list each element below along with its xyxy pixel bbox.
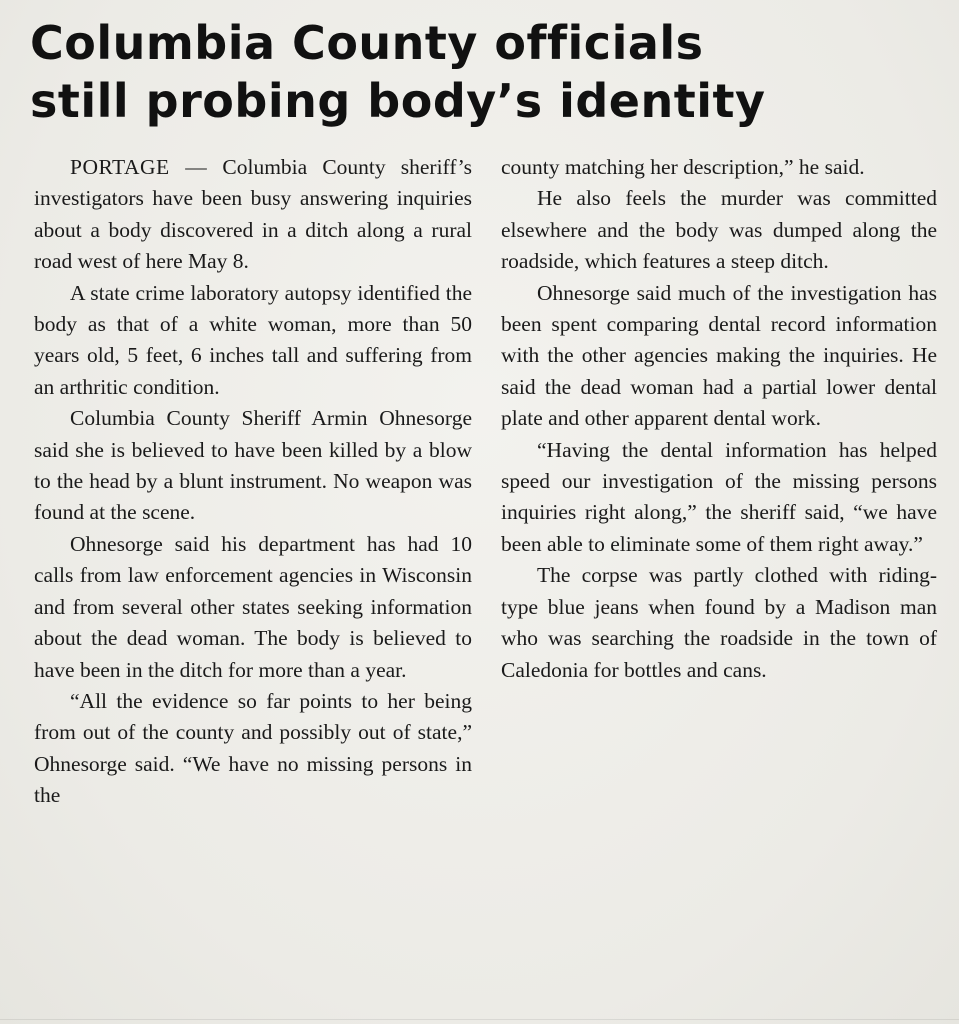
paragraph-5-continued: county matching her description,” he said. xyxy=(501,155,865,179)
headline-line-2: still probing body’s identity xyxy=(30,74,766,128)
dateline: PORTAGE — xyxy=(70,155,208,179)
paragraph-2: A state crime laboratory autopsy identified the body as that of a white woman, more than 50 years old, 5 feet, 6 inches tall and suffering from an arthritic condition. xyxy=(34,280,472,399)
headline xyxy=(30,14,937,130)
paragraph-1 xyxy=(34,152,472,278)
paragraph-9: The corpse was partly clothed with riding-type blue jeans when found by a Madison man who was searching the roadside in the town of Caledonia for bottles and cans. xyxy=(501,563,937,682)
article-column-right xyxy=(501,152,937,812)
paragraph-8: “Having the dental information has helped speed our investigation of the missing persons inquiries right along,” the sheriff said, “we have been able to eliminate some of them right away.” xyxy=(501,437,937,556)
paragraph-5: “All the evidence so far points to her being from out of the county and possibly out of state,” Ohnesorge said. “We have no missing persons in the xyxy=(34,688,472,808)
headline-line-1: Columbia County officials xyxy=(30,16,704,70)
article-body xyxy=(30,152,937,812)
article-column-left xyxy=(34,152,472,812)
paragraph-6: He also feels the murder was committed elsewhere and the body was dumped along the roadside, which features a steep ditch. xyxy=(501,186,937,274)
paragraph-4: Ohnesorge said his department has had 10 calls from law enforcement agencies in Wisconsin and from several other states seeking information about the dead woman. The body is believed to have been in the ditch for more than a year. xyxy=(34,531,472,682)
paragraph-7: Ohnesorge said much of the investigation has been spent comparing dental record information with the other agencies making the inquiries. He said the dead woman had a partial lower dental plate and other apparent dental work. xyxy=(501,280,937,431)
page-edge-divider xyxy=(0,1019,959,1020)
paragraph-1-text: Columbia County sheriff’s investigators have been busy answering inquiries about a body discovered in a ditch along a rural road west of here May 8. xyxy=(34,155,472,274)
paragraph-3: Columbia County Sheriff Armin Ohnesorge said she is believed to have been killed by a blow to the head by a blunt instrument. No weapon was found at the scene. xyxy=(34,406,472,525)
